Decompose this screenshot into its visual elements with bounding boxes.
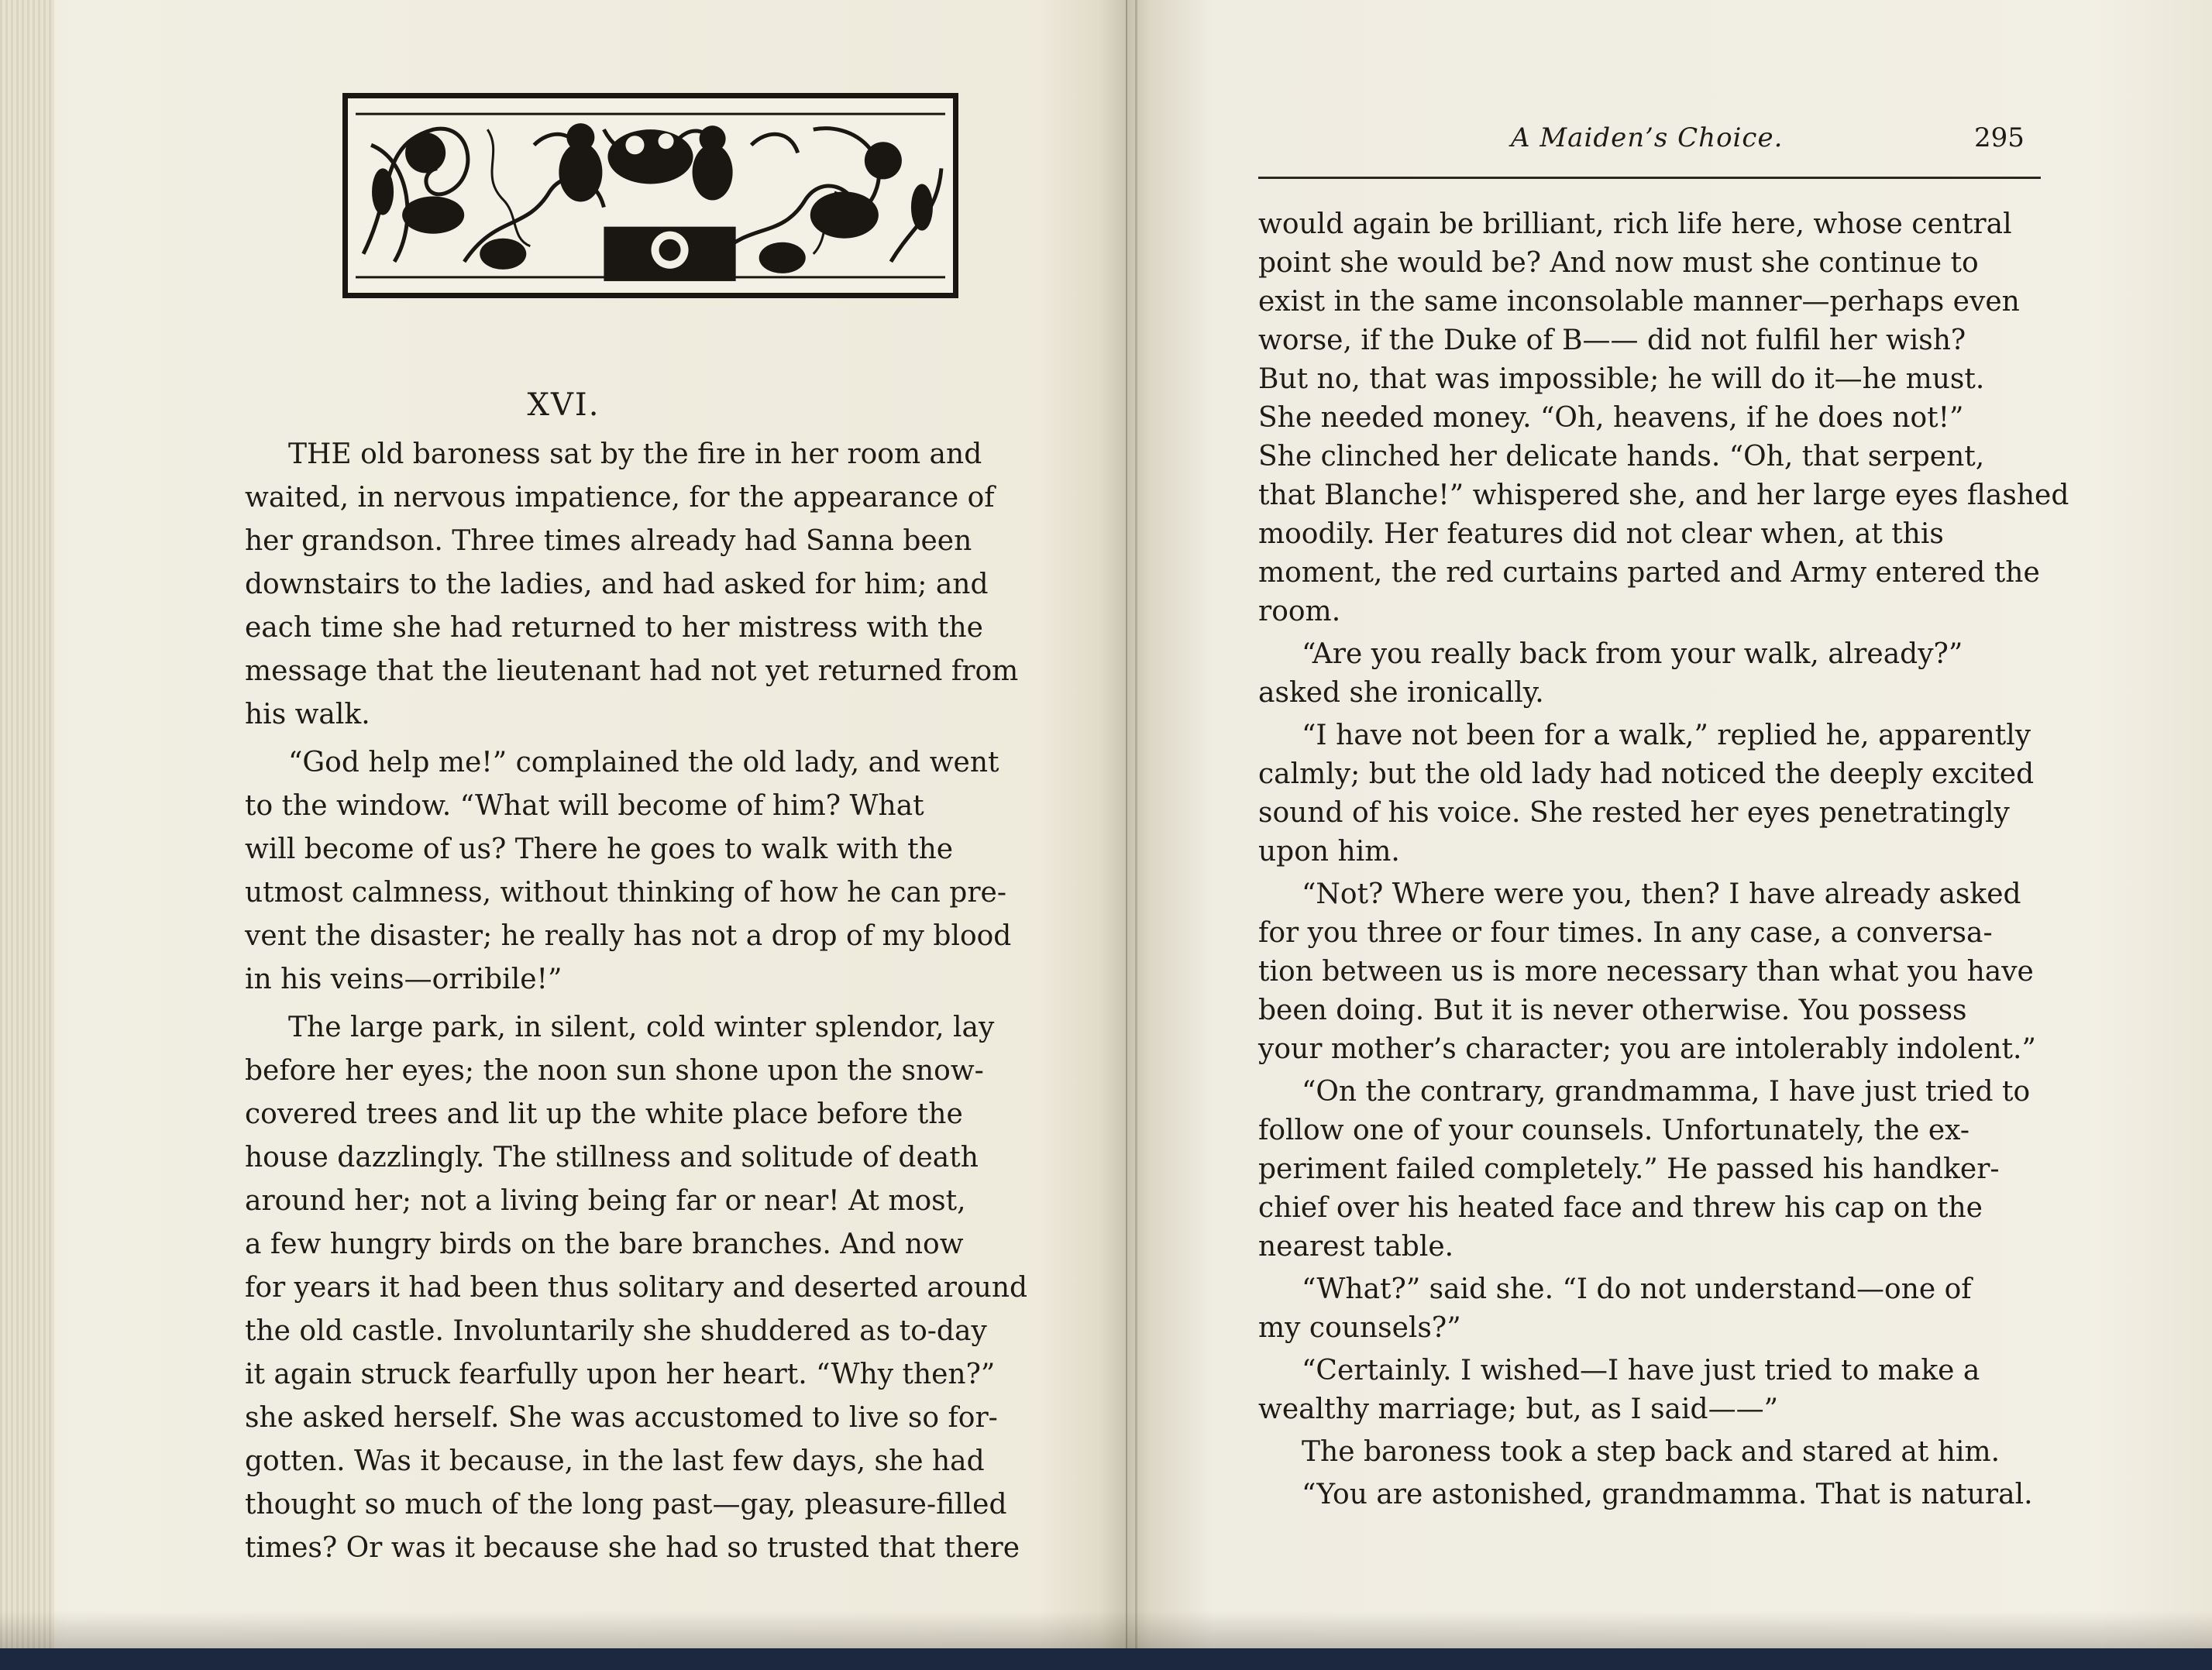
- text-line: for years it had been thus solitary and deserted around: [245, 1272, 1028, 1304]
- text-line: his walk.: [245, 699, 370, 730]
- text-line: “God help me!” complained the old lady, and went: [288, 747, 999, 778]
- text-line: follow one of your counsels. Unfortunately, the ex-: [1258, 1115, 1970, 1146]
- text-line: She needed money. “Oh, heavens, if he does not!”: [1258, 402, 1964, 434]
- text-line: utmost calmness, without thinking of how he can pre-: [245, 877, 1007, 909]
- text-line: it again struck fearfully upon her heart. “Why then?”: [245, 1359, 996, 1390]
- text-line: to the window. “What will become of him? What: [245, 790, 924, 822]
- text-line: The large park, in silent, cold winter splendor, lay: [288, 1012, 995, 1043]
- text-line: “Not? Where were you, then? I have already asked: [1302, 878, 2021, 910]
- text-line: her grandson. Three times already had Sanna been: [245, 525, 972, 557]
- chapter-number: XVI.: [527, 387, 600, 423]
- text-line: “You are astonished, grandmamma. That is natural.: [1302, 1479, 2033, 1510]
- text-line: chief over his heated face and threw his cap on the: [1258, 1192, 1983, 1224]
- text-line: point she would be? And now must she continue to: [1258, 247, 1979, 279]
- page-bottom-shadow: [0, 1611, 2212, 1648]
- text-line: exist in the same inconsolable manner—perhaps even: [1258, 286, 2020, 318]
- text-line: sound of his voice. She rested her eyes penetratingly: [1258, 797, 2010, 829]
- text-line: periment failed completely.” He passed his handker-: [1258, 1153, 2000, 1185]
- text-line: moodily. Her features did not clear when, at this: [1258, 518, 1944, 550]
- text-line: wealthy marriage; but, as I said——”: [1258, 1393, 1778, 1425]
- text-line: gotten. Was it because, in the last few days, she had: [245, 1445, 985, 1477]
- running-head: A Maiden’s Choice.: [1511, 122, 1784, 153]
- text-line: The baroness took a step back and stared at him.: [1302, 1436, 2000, 1468]
- text-line: times? Or was it because she had so trusted that there: [245, 1532, 1020, 1564]
- text-line: my counsels?”: [1258, 1312, 1461, 1344]
- text-line: moment, the red curtains parted and Army entered the: [1258, 557, 2040, 589]
- chapter-ornament: [342, 93, 958, 298]
- text-line: upon him.: [1258, 836, 1400, 868]
- text-line: message that the lieutenant had not yet returned from: [245, 655, 1019, 687]
- text-line: thought so much of the long past—gay, pleasure-filled: [245, 1489, 1007, 1521]
- text-line: worse, if the Duke of B—— did not fulfil her wish?: [1258, 325, 1966, 356]
- text-line: downstairs to the ladies, and had asked for him; and: [245, 569, 989, 600]
- text-line: she asked herself. She was accustomed to live so for-: [245, 1402, 998, 1434]
- text-line: been doing. But it is never otherwise. You possess: [1258, 995, 1967, 1026]
- text-line: the old castle. Involuntarily she shuddered as to-day: [245, 1315, 987, 1347]
- text-line: She clinched her delicate hands. “Oh, that serpent,: [1258, 441, 1985, 472]
- text-line: tion between us is more necessary than what you have: [1258, 956, 2034, 988]
- text-line: in his veins—orribile!”: [245, 964, 562, 995]
- text-line: “I have not been for a walk,” replied he, apparently: [1302, 720, 2031, 751]
- text-line: that Blanche!” whispered she, and her large eyes flashed: [1258, 479, 2069, 511]
- text-line: house dazzlingly. The stillness and solitude of death: [245, 1142, 979, 1173]
- ornament-illustration: [348, 98, 953, 293]
- header-rule: [1258, 177, 2041, 179]
- text-line: around her; not a living being far or near! At most,: [245, 1185, 966, 1217]
- text-line: “Are you really back from your walk, already?”: [1302, 638, 1963, 670]
- text-line: calmly; but the old lady had noticed the deeply excited: [1258, 758, 2035, 790]
- text-line: asked she ironically.: [1258, 677, 1544, 709]
- page-number: 295: [1974, 122, 2025, 153]
- text-line: a few hungry birds on the bare branches. And now: [245, 1228, 964, 1260]
- text-line: vent the disaster; he really has not a drop of my blood: [245, 920, 1012, 952]
- text-line: “What?” said she. “I do not understand—one of: [1302, 1273, 1972, 1305]
- text-line: But no, that was impossible; he will do it—he must.: [1258, 363, 1985, 395]
- text-line: waited, in nervous impatience, for the appearance of: [245, 482, 995, 514]
- text-line: covered trees and lit up the white place before the: [245, 1098, 963, 1130]
- text-line: your mother’s character; you are intolerably indolent.”: [1258, 1033, 2036, 1065]
- text-line: “Certainly. I wished—I have just tried to make a: [1302, 1355, 1980, 1387]
- text-line: THE old baroness sat by the fire in her room and: [288, 438, 982, 470]
- text-line: for you three or four times. In any case, a conversa-: [1258, 917, 1993, 949]
- text-line: each time she had returned to her mistress with the: [245, 612, 983, 644]
- text-line: will become of us? There he goes to walk with the: [245, 833, 954, 865]
- text-line: nearest table.: [1258, 1231, 1454, 1263]
- text-line: would again be brilliant, rich life here, whose central: [1258, 208, 2012, 240]
- text-line: “On the contrary, grandmamma, I have just tried to: [1302, 1076, 2031, 1108]
- text-line: before her eyes; the noon sun shone upon the snow-: [245, 1055, 984, 1087]
- text-line: room.: [1258, 596, 1341, 627]
